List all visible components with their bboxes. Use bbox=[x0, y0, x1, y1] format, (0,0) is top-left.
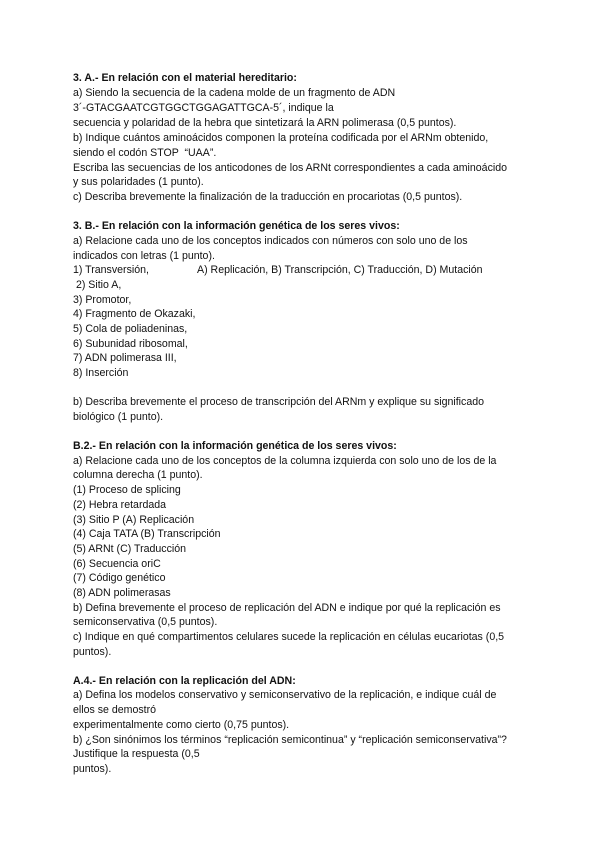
question-line: a) Relacione cada uno de los conceptos de la columna izquierda con solo uno de los de la bbox=[73, 455, 497, 467]
question-line: semiconservativa (0,5 puntos). bbox=[73, 616, 218, 628]
question-line: b) Indique cuántos aminoácidos componen la proteína codificada por el ARNm obtenido, bbox=[73, 132, 489, 144]
list-item: 4) Fragmento de Okazaki, bbox=[73, 308, 196, 320]
list-item: (8) ADN polimerasas bbox=[73, 587, 171, 599]
question-line: y sus polaridades (1 punto). bbox=[73, 176, 204, 188]
list-item: 7) ADN polimerasa III, bbox=[73, 352, 177, 364]
section-3a-title: 3. A.- En relación con el material hereditario: bbox=[73, 72, 297, 84]
question-line: a) Relacione cada uno de los conceptos indicados con números con solo uno de los bbox=[73, 235, 468, 247]
question-line: a) Siendo la secuencia de la cadena molde de un fragmento de ADN bbox=[73, 87, 396, 99]
question-line: c) Describa brevemente la finalización de la traducción en procariotas (0,5 puntos). bbox=[73, 191, 463, 203]
question-line: b) Describa brevemente el proceso de transcripción del ARNm y explique su significado bbox=[73, 396, 485, 408]
question-line: Justifique la respuesta (0,5 bbox=[73, 748, 200, 760]
section-a4-title: A.4.- En relación con la replicación del ADN: bbox=[73, 675, 296, 687]
section-b2-title: B.2.- En relación con la información genética de los seres vivos: bbox=[73, 440, 397, 452]
list-item: (2) Hebra retardada bbox=[73, 499, 167, 511]
question-line: secuencia y polaridad de la hebra que sintetizará la ARN polimerasa (0,5 puntos). bbox=[73, 117, 457, 129]
question-line: indicados con letras (1 punto). bbox=[73, 250, 215, 262]
question-line: Escriba las secuencias de los anticodones de los ARNt correspondientes a cada aminoácido bbox=[73, 162, 508, 174]
question-line: b) Defina brevemente el proceso de replicación del ADN e indique por qué la replicación es bbox=[73, 602, 501, 614]
question-line: a) Defina los modelos conservativo y semiconservativo de la replicación, e indique cuál de bbox=[73, 689, 497, 701]
question-line: columna derecha (1 punto). bbox=[73, 469, 203, 481]
question-line: siendo el codón STOP “UAA”. bbox=[73, 147, 217, 159]
question-line: experimentalmente como cierto (0,75 puntos). bbox=[73, 719, 290, 731]
question-line: biológico (1 punto). bbox=[73, 411, 164, 423]
list-item: 3) Promotor, bbox=[73, 294, 132, 306]
section-3b-title: 3. B.- En relación con la información genética de los seres vivos: bbox=[73, 220, 400, 232]
list-item: 6) Subunidad ribosomal, bbox=[73, 338, 188, 350]
question-line: puntos). bbox=[73, 763, 112, 775]
list-item: (3) Sitio P (A) Replicación bbox=[73, 514, 195, 526]
list-item: 5) Cola de poliadeninas, bbox=[73, 323, 188, 335]
list-item: (5) ARNt (C) Traducción bbox=[73, 543, 187, 555]
list-item: (4) Caja TATA (B) Transcripción bbox=[73, 528, 221, 540]
list-item: (1) Proceso de splicing bbox=[73, 484, 181, 496]
question-line: c) Indique en qué compartimentos celulares sucede la replicación en células eucariotas (0,5 bbox=[73, 631, 505, 643]
question-line: puntos). bbox=[73, 646, 112, 658]
list-item: (7) Código genético bbox=[73, 572, 166, 584]
question-line: ellos se demostró bbox=[73, 704, 157, 716]
dna-sequence-line: 3´-GTACGAATCGTGGCTGGAGATTGCA-5´, indique la bbox=[73, 102, 334, 114]
list-item: (6) Secuencia oriC bbox=[73, 558, 161, 570]
letter-options: A) Replicación, B) Transcripción, C) Traducción, D) Mutación bbox=[197, 264, 483, 276]
list-item: 2) Sitio A, bbox=[73, 279, 122, 291]
list-item: 1) Transversión, bbox=[73, 264, 149, 276]
list-item: 8) Inserción bbox=[73, 367, 129, 379]
question-line: b) ¿Son sinónimos los términos “replicación semicontinua” y “replicación semiconservativa”? bbox=[73, 734, 507, 746]
